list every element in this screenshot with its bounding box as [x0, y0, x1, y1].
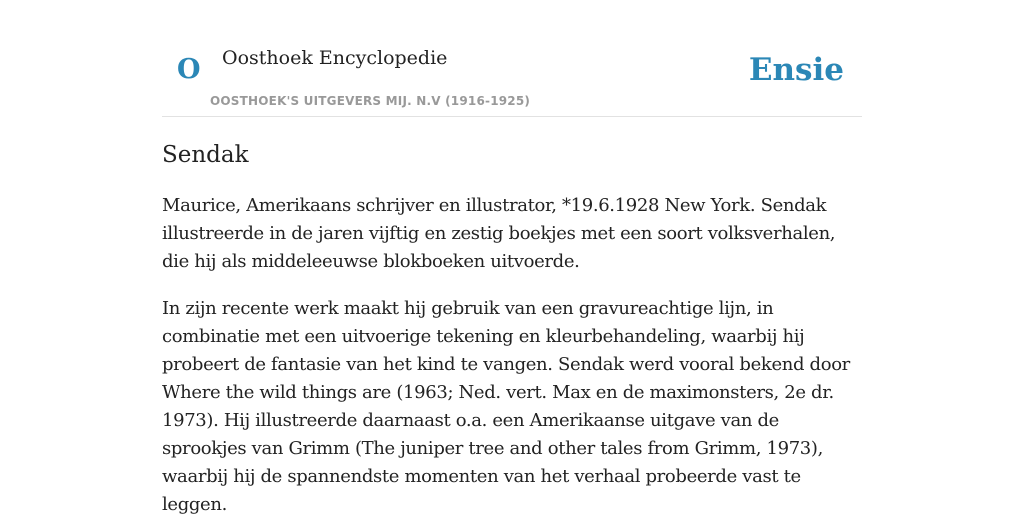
ensie-logo-link[interactable]: Ensie	[748, 52, 844, 88]
encyclopedia-title[interactable]: Oosthoek Encyclopedie	[222, 47, 448, 69]
publisher-label: OOSTHOEK'S UITGEVERS MIJ. N.V (1916-1925)	[210, 94, 531, 108]
entry-paragraph: Maurice, Amerikaans schrijver en illustrator, *19.6.1928 New York. Sendak illustreerde in de jaren vijftig en zestig boekjes met een soort volksverhalen, die hij als middeleeuwse blokboeken uitvoerde.	[162, 195, 836, 272]
entry-paragraph: In zijn recente werk maakt hij gebruik van een gravureachtige lijn, in combinatie met een uitvoerige tekening en kleurbehandeling, waarbij hij probeert de fantasie van het kind te vangen. Sendak werd vooral bekend door Where the wild things are (1963; Ned. vert. Max en de maximonsters, 2e dr. 1973). Hij illustreerde daarnaast o.a. een Amerikaanse uitgave van de sprookjes van Grimm (The juniper tree and other tales from Grimm, 1973), waarbij hij de spannendste momenten van het verhaal probeerde vast te leggen.	[162, 298, 850, 515]
encyclopedia-logo-icon[interactable]: O	[177, 54, 201, 85]
encyclopedia-header	[162, 0, 862, 117]
entry-content	[162, 138, 864, 519]
entry-title: Sendak	[162, 142, 249, 168]
